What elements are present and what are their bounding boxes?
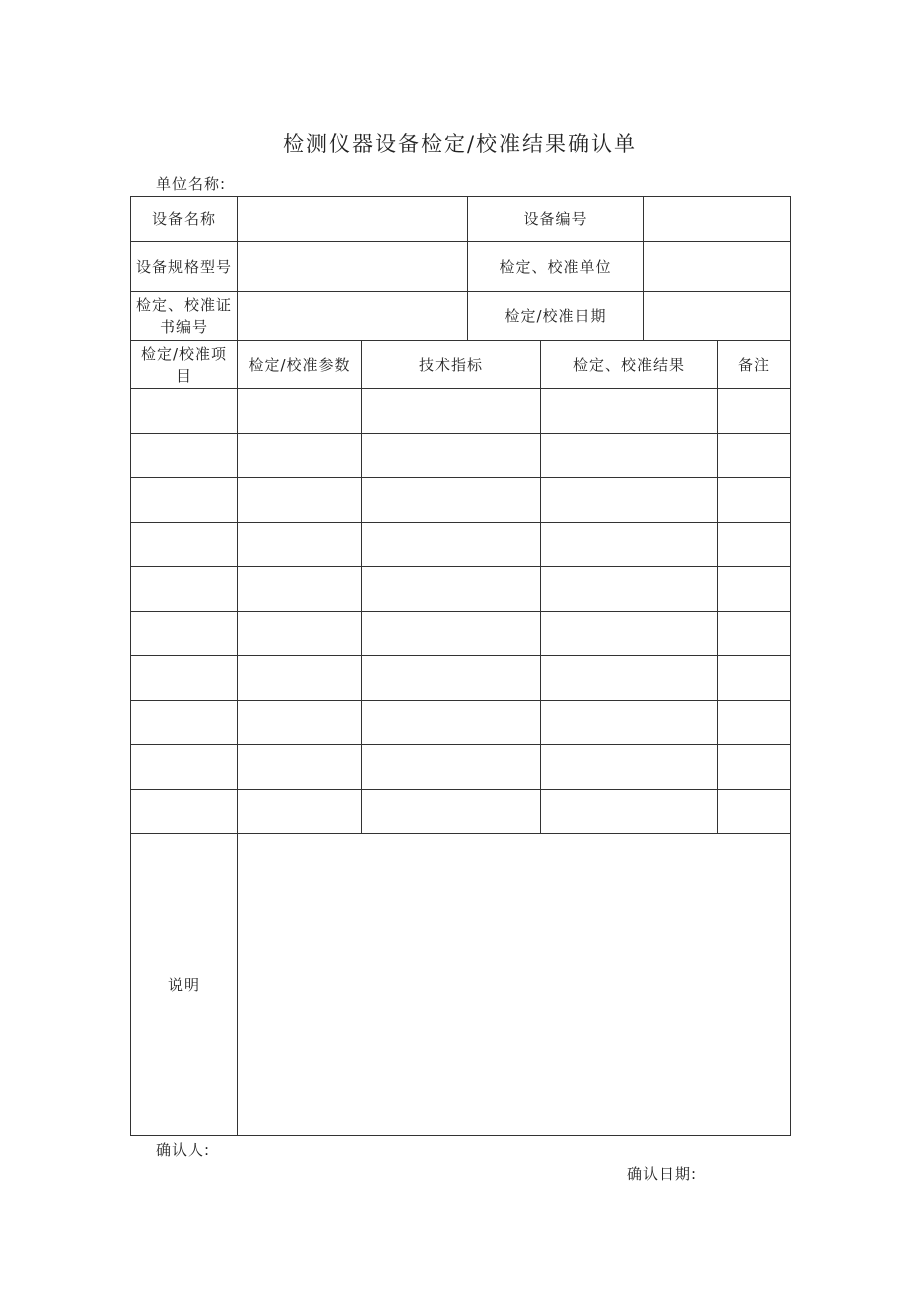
confirm-date-label: 确认日期: [627, 1165, 698, 1183]
table-row [131, 745, 791, 790]
remark-cell[interactable] [718, 567, 791, 612]
header-item: 检定/校准项目 [131, 341, 238, 389]
table-row [131, 523, 791, 567]
parameter-cell[interactable] [238, 434, 362, 478]
result-cell[interactable] [541, 656, 718, 701]
technical-spec-cell[interactable] [362, 567, 541, 612]
item-cell[interactable] [131, 389, 238, 434]
result-cell[interactable] [541, 701, 718, 745]
technical-spec-cell[interactable] [362, 790, 541, 834]
header-remark: 备注 [718, 341, 791, 389]
equipment-number-field[interactable] [644, 197, 791, 242]
parameter-cell[interactable] [238, 389, 362, 434]
table-row [131, 701, 791, 745]
equipment-number-label: 设备编号 [468, 197, 644, 242]
table-row [131, 478, 791, 523]
equipment-name-label: 设备名称 [131, 197, 238, 242]
certificate-number-field[interactable] [238, 292, 468, 341]
technical-spec-cell[interactable] [362, 523, 541, 567]
technical-spec-cell[interactable] [362, 745, 541, 790]
header-parameter: 检定/校准参数 [238, 341, 362, 389]
item-cell[interactable] [131, 701, 238, 745]
parameter-cell[interactable] [238, 656, 362, 701]
item-cell[interactable] [131, 523, 238, 567]
parameter-cell[interactable] [238, 523, 362, 567]
technical-spec-cell[interactable] [362, 656, 541, 701]
result-cell[interactable] [541, 790, 718, 834]
item-cell[interactable] [131, 790, 238, 834]
remark-cell[interactable] [718, 745, 791, 790]
technical-spec-cell[interactable] [362, 612, 541, 656]
remarks-label: 说明 [131, 834, 238, 1136]
parameter-cell[interactable] [238, 478, 362, 523]
remark-cell[interactable] [718, 701, 791, 745]
item-cell[interactable] [131, 612, 238, 656]
parameter-cell[interactable] [238, 701, 362, 745]
parameter-cell[interactable] [238, 567, 362, 612]
table-row [131, 389, 791, 434]
remark-cell[interactable] [718, 389, 791, 434]
item-cell[interactable] [131, 434, 238, 478]
calibration-date-label: 检定/校准日期 [468, 292, 644, 341]
table-row [131, 790, 791, 834]
header-technical-spec: 技术指标 [362, 341, 541, 389]
confirmation-form-table [130, 196, 791, 1136]
remark-cell[interactable] [718, 523, 791, 567]
item-cell[interactable] [131, 478, 238, 523]
item-cell[interactable] [131, 656, 238, 701]
item-cell[interactable] [131, 567, 238, 612]
parameter-cell[interactable] [238, 790, 362, 834]
confirm-person-label: 确认人: [156, 1141, 211, 1159]
result-cell[interactable] [541, 523, 718, 567]
page-title: 检测仪器设备检定/校准结果确认单 [282, 132, 638, 156]
result-cell[interactable] [541, 389, 718, 434]
table-row [131, 567, 791, 612]
result-cell[interactable] [541, 745, 718, 790]
equipment-model-field[interactable] [238, 242, 468, 292]
remark-cell[interactable] [718, 612, 791, 656]
equipment-name-field[interactable] [238, 197, 468, 242]
parameter-cell[interactable] [238, 745, 362, 790]
table-row [131, 612, 791, 656]
table-row [131, 656, 791, 701]
remark-cell[interactable] [718, 656, 791, 701]
unit-name-label: 单位名称: [156, 175, 227, 193]
remark-cell[interactable] [718, 478, 791, 523]
info-row [131, 242, 791, 292]
info-row [131, 292, 791, 341]
calibration-unit-field[interactable] [644, 242, 791, 292]
technical-spec-cell[interactable] [362, 389, 541, 434]
remark-cell[interactable] [718, 434, 791, 478]
table-row [131, 434, 791, 478]
remarks-field[interactable] [238, 834, 791, 1136]
result-cell[interactable] [541, 478, 718, 523]
item-cell[interactable] [131, 745, 238, 790]
table-header-row [131, 341, 791, 389]
equipment-model-label: 设备规格型号 [131, 242, 238, 292]
parameter-cell[interactable] [238, 612, 362, 656]
remarks-row [131, 834, 791, 1136]
calibration-date-field[interactable] [644, 292, 791, 341]
calibration-unit-label: 检定、校准单位 [468, 242, 644, 292]
result-cell[interactable] [541, 434, 718, 478]
result-cell[interactable] [541, 567, 718, 612]
technical-spec-cell[interactable] [362, 701, 541, 745]
certificate-number-label: 检定、校准证书编号 [131, 292, 238, 341]
info-row [131, 197, 791, 242]
header-result: 检定、校准结果 [541, 341, 718, 389]
technical-spec-cell[interactable] [362, 434, 541, 478]
result-cell[interactable] [541, 612, 718, 656]
technical-spec-cell[interactable] [362, 478, 541, 523]
remark-cell[interactable] [718, 790, 791, 834]
